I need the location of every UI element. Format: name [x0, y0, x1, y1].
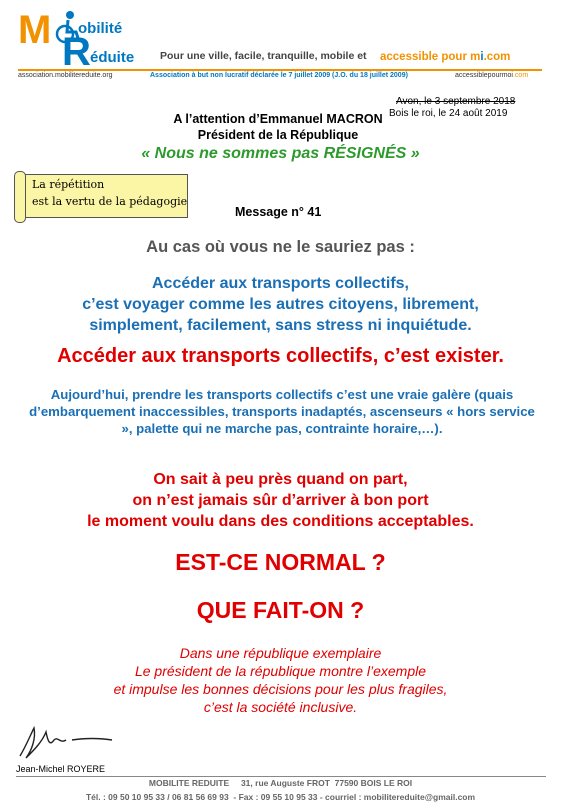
signature-name: Jean-Michel ROYERE: [16, 764, 106, 774]
tagline-accessible-i: i: [480, 51, 484, 63]
red-line: le moment voulu dans des conditions acceptables.: [87, 513, 474, 530]
site2-tld: .com: [512, 72, 529, 79]
logo: [18, 8, 158, 74]
red-paragraph: [0, 469, 561, 532]
logo-letter-m: M: [18, 8, 52, 52]
new-date: Bois le roi, le 24 août 2019: [389, 108, 508, 119]
signature-image: [12, 716, 122, 764]
association-note: Association à but non lucratif déclarée le 7 juillet 2009 (J.O. du 18 juillet 2009): [150, 72, 408, 79]
blue-line: c’est voyager comme les autres citoyens, librement,: [82, 296, 479, 313]
logo-word-reduite: éduite: [90, 49, 135, 66]
recipient-line1: A l’attention d’Emmanuel MACRON: [173, 112, 383, 126]
blue-paragraph: [0, 273, 561, 336]
slogan: « Nous ne sommes pas RÉSIGNÉS »: [141, 145, 420, 162]
closing-line: et impulse les bonnes décisions pour les plus fragiles,: [113, 681, 448, 697]
tagline-accessible-text: accessible pour m: [380, 51, 481, 63]
closing-line: Dans une république exemplaire: [179, 645, 382, 661]
question-que-fait-on: QUE FAIT-ON ?: [196, 597, 365, 623]
question-normal: EST-CE NORMAL ?: [175, 549, 386, 575]
red-statement: Accéder aux transports collectifs, c’est exister.: [57, 345, 504, 367]
logo-word-mobilite: obilité: [78, 20, 123, 37]
scroll-line2: est la vertu de la pédagogie: [32, 195, 188, 208]
tagline-accessible-com: .com: [483, 51, 511, 63]
header-divider: [18, 69, 542, 71]
site2-link[interactable]: [455, 72, 528, 79]
site2-name: accessiblepourmoi: [455, 72, 513, 79]
blue-paragraph-2: Aujourd’hui, prendre les transports collectifs c’est une vraie galère (quais d’embarquement inaccessibles, transports inadaptés, ascenseurs « hors service », palette qui ne marche pas, contrainte horaire,…).: [29, 387, 535, 436]
closing-paragraph: [0, 644, 561, 716]
scroll-line1: La répétition: [32, 178, 105, 191]
blue-line: simplement, facilement, sans stress ni inquiétude.: [89, 317, 472, 334]
footer-contact: Tél. : 09 50 10 95 33 / 06 81 56 69 93 - Fax : 09 55 10 95 33 - courriel : mobilitereduite@gmail.com: [85, 792, 476, 802]
scroll-note: [14, 172, 190, 226]
tagline: Pour une ville, facile, tranquille, mobile et: [160, 50, 367, 62]
closing-line: Le président de la république montre l’exemple: [134, 663, 427, 679]
scroll-roll: [14, 171, 26, 223]
red-line: On sait à peu près quand on part,: [153, 471, 408, 488]
tagline-accessible: [380, 51, 510, 63]
logo-letter-r: R: [62, 30, 91, 74]
old-date: Avon, le 3 septembre 2018: [396, 96, 516, 107]
blue-line: Accéder aux transports collectifs,: [152, 275, 409, 292]
message-number: Message n° 41: [235, 205, 322, 219]
footer-divider: [16, 776, 546, 777]
site-link[interactable]: association.mobilitereduite.org: [18, 72, 113, 79]
recipient-line2: Président de la République: [197, 128, 359, 142]
intro-heading: Au cas où vous ne le sauriez pas :: [146, 238, 415, 256]
closing-line: c’est la société inclusive.: [203, 699, 358, 715]
red-line: on n’est jamais sûr d’arriver à bon port: [132, 492, 429, 509]
footer-address: MOBILITE REDUITE 31, rue Auguste FROT 77590 BOIS LE ROI: [148, 778, 413, 788]
